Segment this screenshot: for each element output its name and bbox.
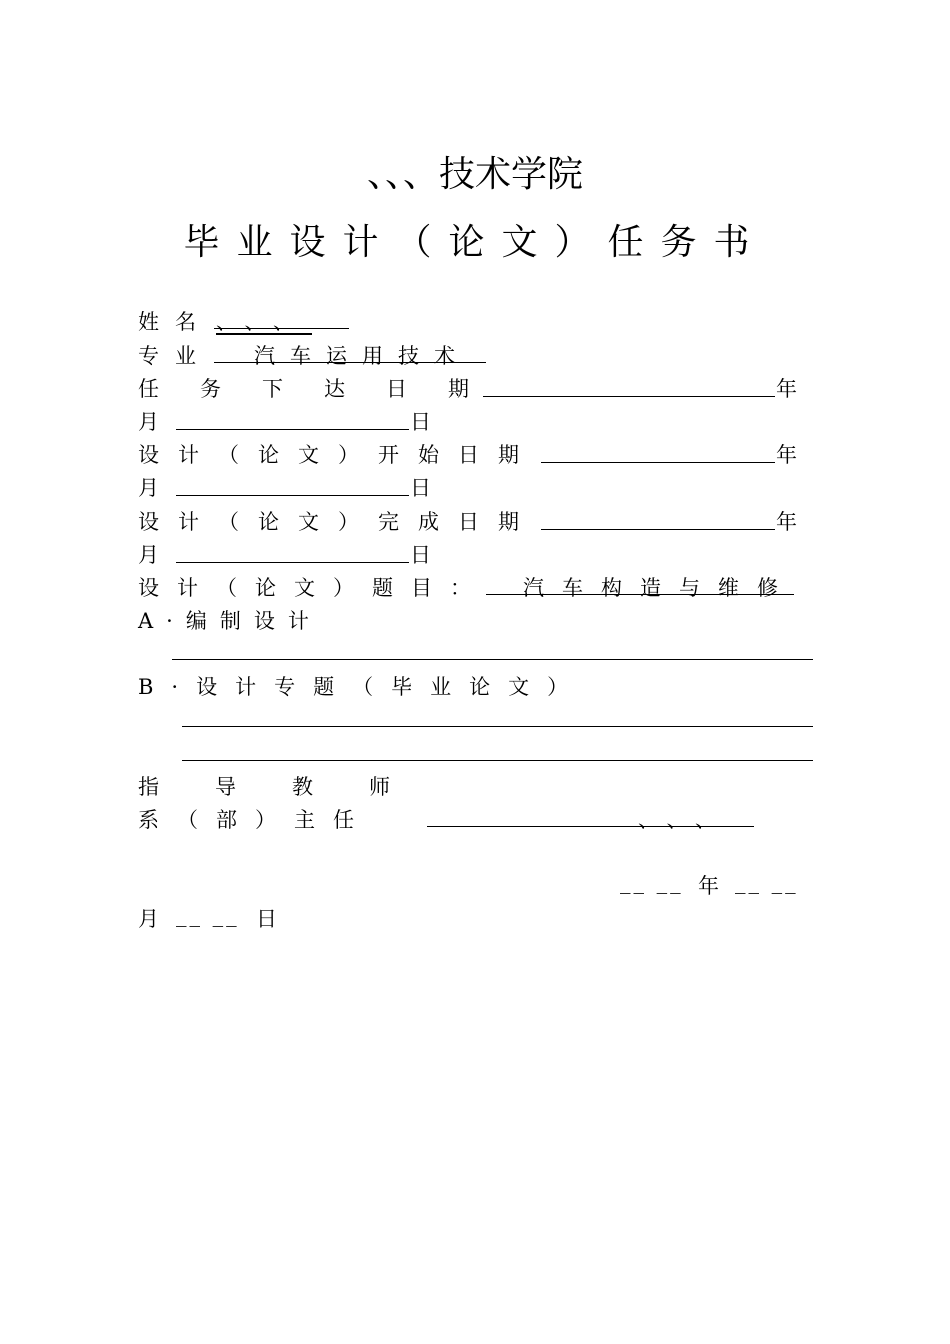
section-b-label: B·设计专题（毕业论文） (138, 675, 587, 699)
finish-year-field[interactable] (541, 529, 775, 530)
start-year-field[interactable] (541, 462, 775, 463)
assign-day-suffix: 日 (410, 410, 431, 434)
finish-date-label: 设计（论文）完成日期 (138, 510, 538, 534)
section-b-line-2[interactable] (182, 760, 813, 761)
sign-year-suffix: 年 (698, 874, 719, 898)
name-underline (214, 328, 349, 329)
sign-month-suffix: 月 (138, 907, 159, 931)
start-year-suffix: 年 (776, 443, 797, 467)
document-title: 毕业设计（论文）任务书 (183, 222, 767, 263)
finish-month-day-field[interactable] (176, 562, 409, 563)
name-value[interactable]: 、、、 (216, 310, 312, 334)
section-a-label: A·编制设计 (138, 609, 322, 633)
assign-month-day-field[interactable] (176, 429, 409, 430)
sign-month-blank[interactable]: __ __ (735, 870, 799, 894)
dept-head-underline (427, 826, 754, 827)
sign-day-suffix: 日 (256, 907, 277, 931)
name-label: 姓名 (138, 310, 212, 334)
assign-month-prefix: 月 (138, 410, 159, 434)
major-label: 专业 (138, 344, 212, 368)
major-underline (214, 362, 486, 363)
section-b-line-1[interactable] (182, 726, 813, 727)
sign-year-blank[interactable]: __ __ (620, 870, 684, 894)
advisor-label: 指导教师 (138, 775, 446, 799)
assign-year-suffix: 年 (776, 377, 797, 401)
finish-day-suffix: 日 (410, 543, 431, 567)
start-month-prefix: 月 (138, 476, 159, 500)
school-name: 、、、技术学院 (366, 154, 583, 195)
assign-date-label: 任务下达日期 (138, 377, 510, 401)
topic-value[interactable]: 汽车构造与维修 (523, 576, 796, 600)
finish-year-suffix: 年 (776, 510, 797, 534)
start-date-label: 设计（论文）开始日期 (138, 443, 538, 467)
section-a-line[interactable] (172, 659, 813, 660)
major-value[interactable]: 汽车运用技术 (254, 344, 470, 368)
dept-head-label: 系（部）主任 (138, 808, 372, 832)
assign-year-field[interactable] (483, 396, 775, 397)
start-month-day-field[interactable] (176, 495, 409, 496)
start-day-suffix: 日 (410, 476, 431, 500)
topic-label: 设计（论文）题目： (138, 576, 489, 600)
topic-underline (486, 594, 794, 595)
sign-day-blank[interactable]: __ __ (176, 903, 240, 927)
dept-head-value[interactable]: 、、、 (638, 808, 734, 832)
finish-month-prefix: 月 (138, 543, 159, 567)
